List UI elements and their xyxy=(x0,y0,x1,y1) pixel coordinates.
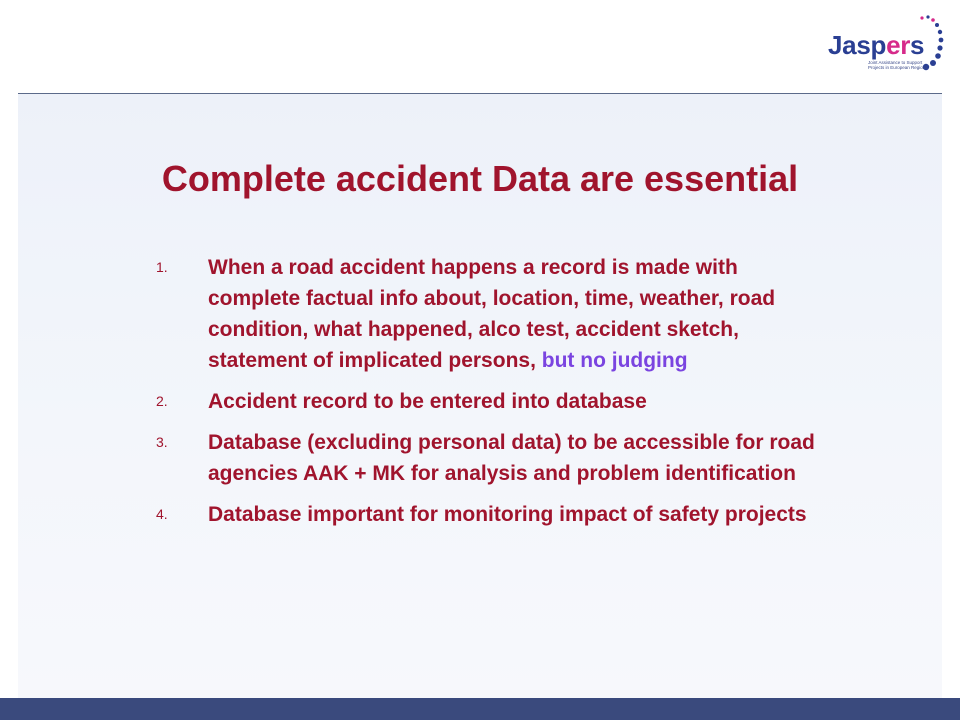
list-item xyxy=(150,386,830,417)
list-item-text: Accident record to be entered into database xyxy=(208,390,647,413)
list-item-text: Database (excluding personal data) to be accessible for road agencies AAK + MK for analysis and problem identification xyxy=(208,431,815,485)
list-item xyxy=(150,427,830,489)
list-item-number: 2. xyxy=(156,393,168,409)
list-item-number: 1. xyxy=(156,259,168,275)
highlighted-text: but no judging xyxy=(541,349,688,372)
list-item xyxy=(150,252,830,376)
list-item-number: 4. xyxy=(156,506,168,522)
footer-bar xyxy=(0,698,960,720)
list-item-text: Database important for monitoring impact of safety projects xyxy=(208,503,807,526)
numbered-list xyxy=(150,252,830,540)
list-item-number: 3. xyxy=(156,434,168,450)
slide-title: Complete accident Data are essential xyxy=(161,158,799,199)
list-item-text: When a road accident happens a record is made with complete factual info about, location, time, weather, road condition, what happened, alco test, accident sketch, statement of implicated persons, xyxy=(208,256,776,372)
logo-wordmark: Jaspers xyxy=(828,30,925,60)
header-band xyxy=(0,0,960,93)
jaspers-logo xyxy=(824,14,948,80)
logo-tagline: Joint Assistance to Support Projects in European Regions xyxy=(868,60,928,70)
list-item xyxy=(150,499,830,530)
